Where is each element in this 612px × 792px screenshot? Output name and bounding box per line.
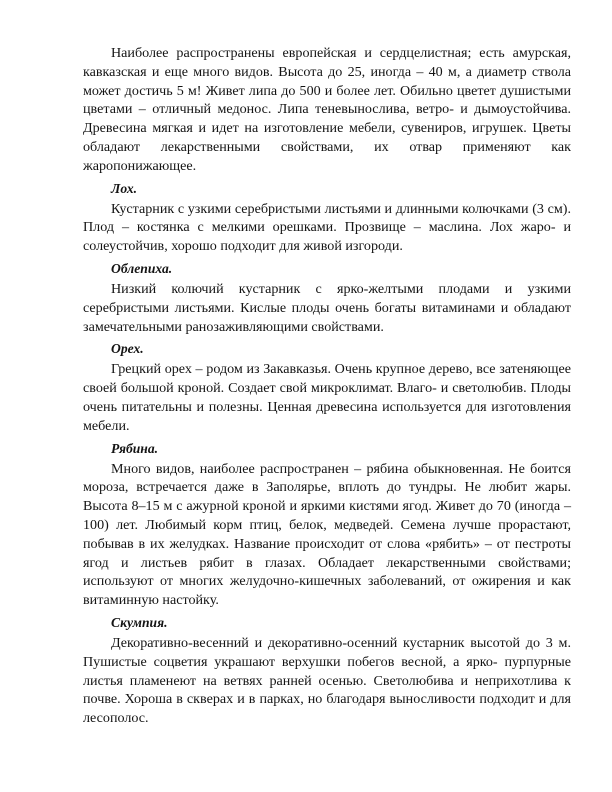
section-heading-oblepikha: Облепиха.	[111, 260, 173, 276]
section-heading-orekh: Орех.	[111, 341, 144, 357]
intro-paragraph: Наиболее распространены европейская и сердцелистная; есть амурская, кавказская и еще много видов. Высота до 25, иногда – 40 м, а диаметр ствола может достичь 5 м! Живет липа до 500 и более лет. Обильно цветет душистыми цветами – отличный медонос. Липа теневыносливa, ветро- и дымоустойчива. Древесина мягкая и идет на изготовление мебели, сувениров, игрушек. Цветы обладают лекарственными свойствами, их отвар применяют как жаропонижающее.	[83, 45, 571, 174]
section-paragraph-ryabina: Много видов, наиболее распространен – рябина обыкновенная. Не боится мороза, встречается даже в Заполярье, вплоть до тундры. Не любит жары. Высота 8–15 м с ажурной кроной и яркими кистями ягод. Живет до 70 (иногда – 100) лет. Любимый корм птиц, белок, медведей. Семена лучше прорастают, побывав в их желудках. Название происходит от слова «рябить» – от пестроты ягод и листьев рябит в глазах. Обладает лекарственными свойствами; используют от многих желудочно-кишечных заболеваний, от ожирения и как витаминную настойку.	[83, 460, 571, 609]
section-heading-skumpiya: Скумпия.	[111, 614, 168, 630]
section-heading-ryabina: Рябина.	[111, 440, 159, 456]
document-page	[83, 44, 571, 728]
section-paragraph-skumpiya: Декоративно-весенний и декоративно-осенний кустарник высотой до 3 м. Пушистые соцветия украшают верхушки побегов весной, а ярко- пурпурные листья пламенеют на ветвях ранней осенью. Светолюбива и неприхотлива к почве. Хороша в скверах и в парках, но благодаря выносливости подходит и для лесополос.	[83, 634, 571, 727]
section-paragraph-orekh: Грецкий орех – родом из Закавказья. Очень крупное дерево, все затеняющее своей большой кроной. Создает свой микроклимат. Влаго- и светолюбив. Плоды очень питательны и полезны. Ценная древесина используется для изготовления мебели.	[83, 361, 571, 434]
section-paragraph-lokh: Кустарник с узкими серебристыми листьями и длинными колючками (3 см). Плод – костянка с мелкими орешками. Прозвище – маслина. Лох жаро- и солеустойчив, хорошо подходит для живой изгороди.	[83, 200, 571, 255]
section-heading-lokh: Лох.	[111, 180, 138, 196]
section-paragraph-oblepikha: Низкий колючий кустарник с ярко-желтыми плодами и узкими серебристыми листьями. Кислые плоды очень богаты витаминами и обладают замечательными ранозаживляющими свойствами.	[83, 280, 571, 335]
